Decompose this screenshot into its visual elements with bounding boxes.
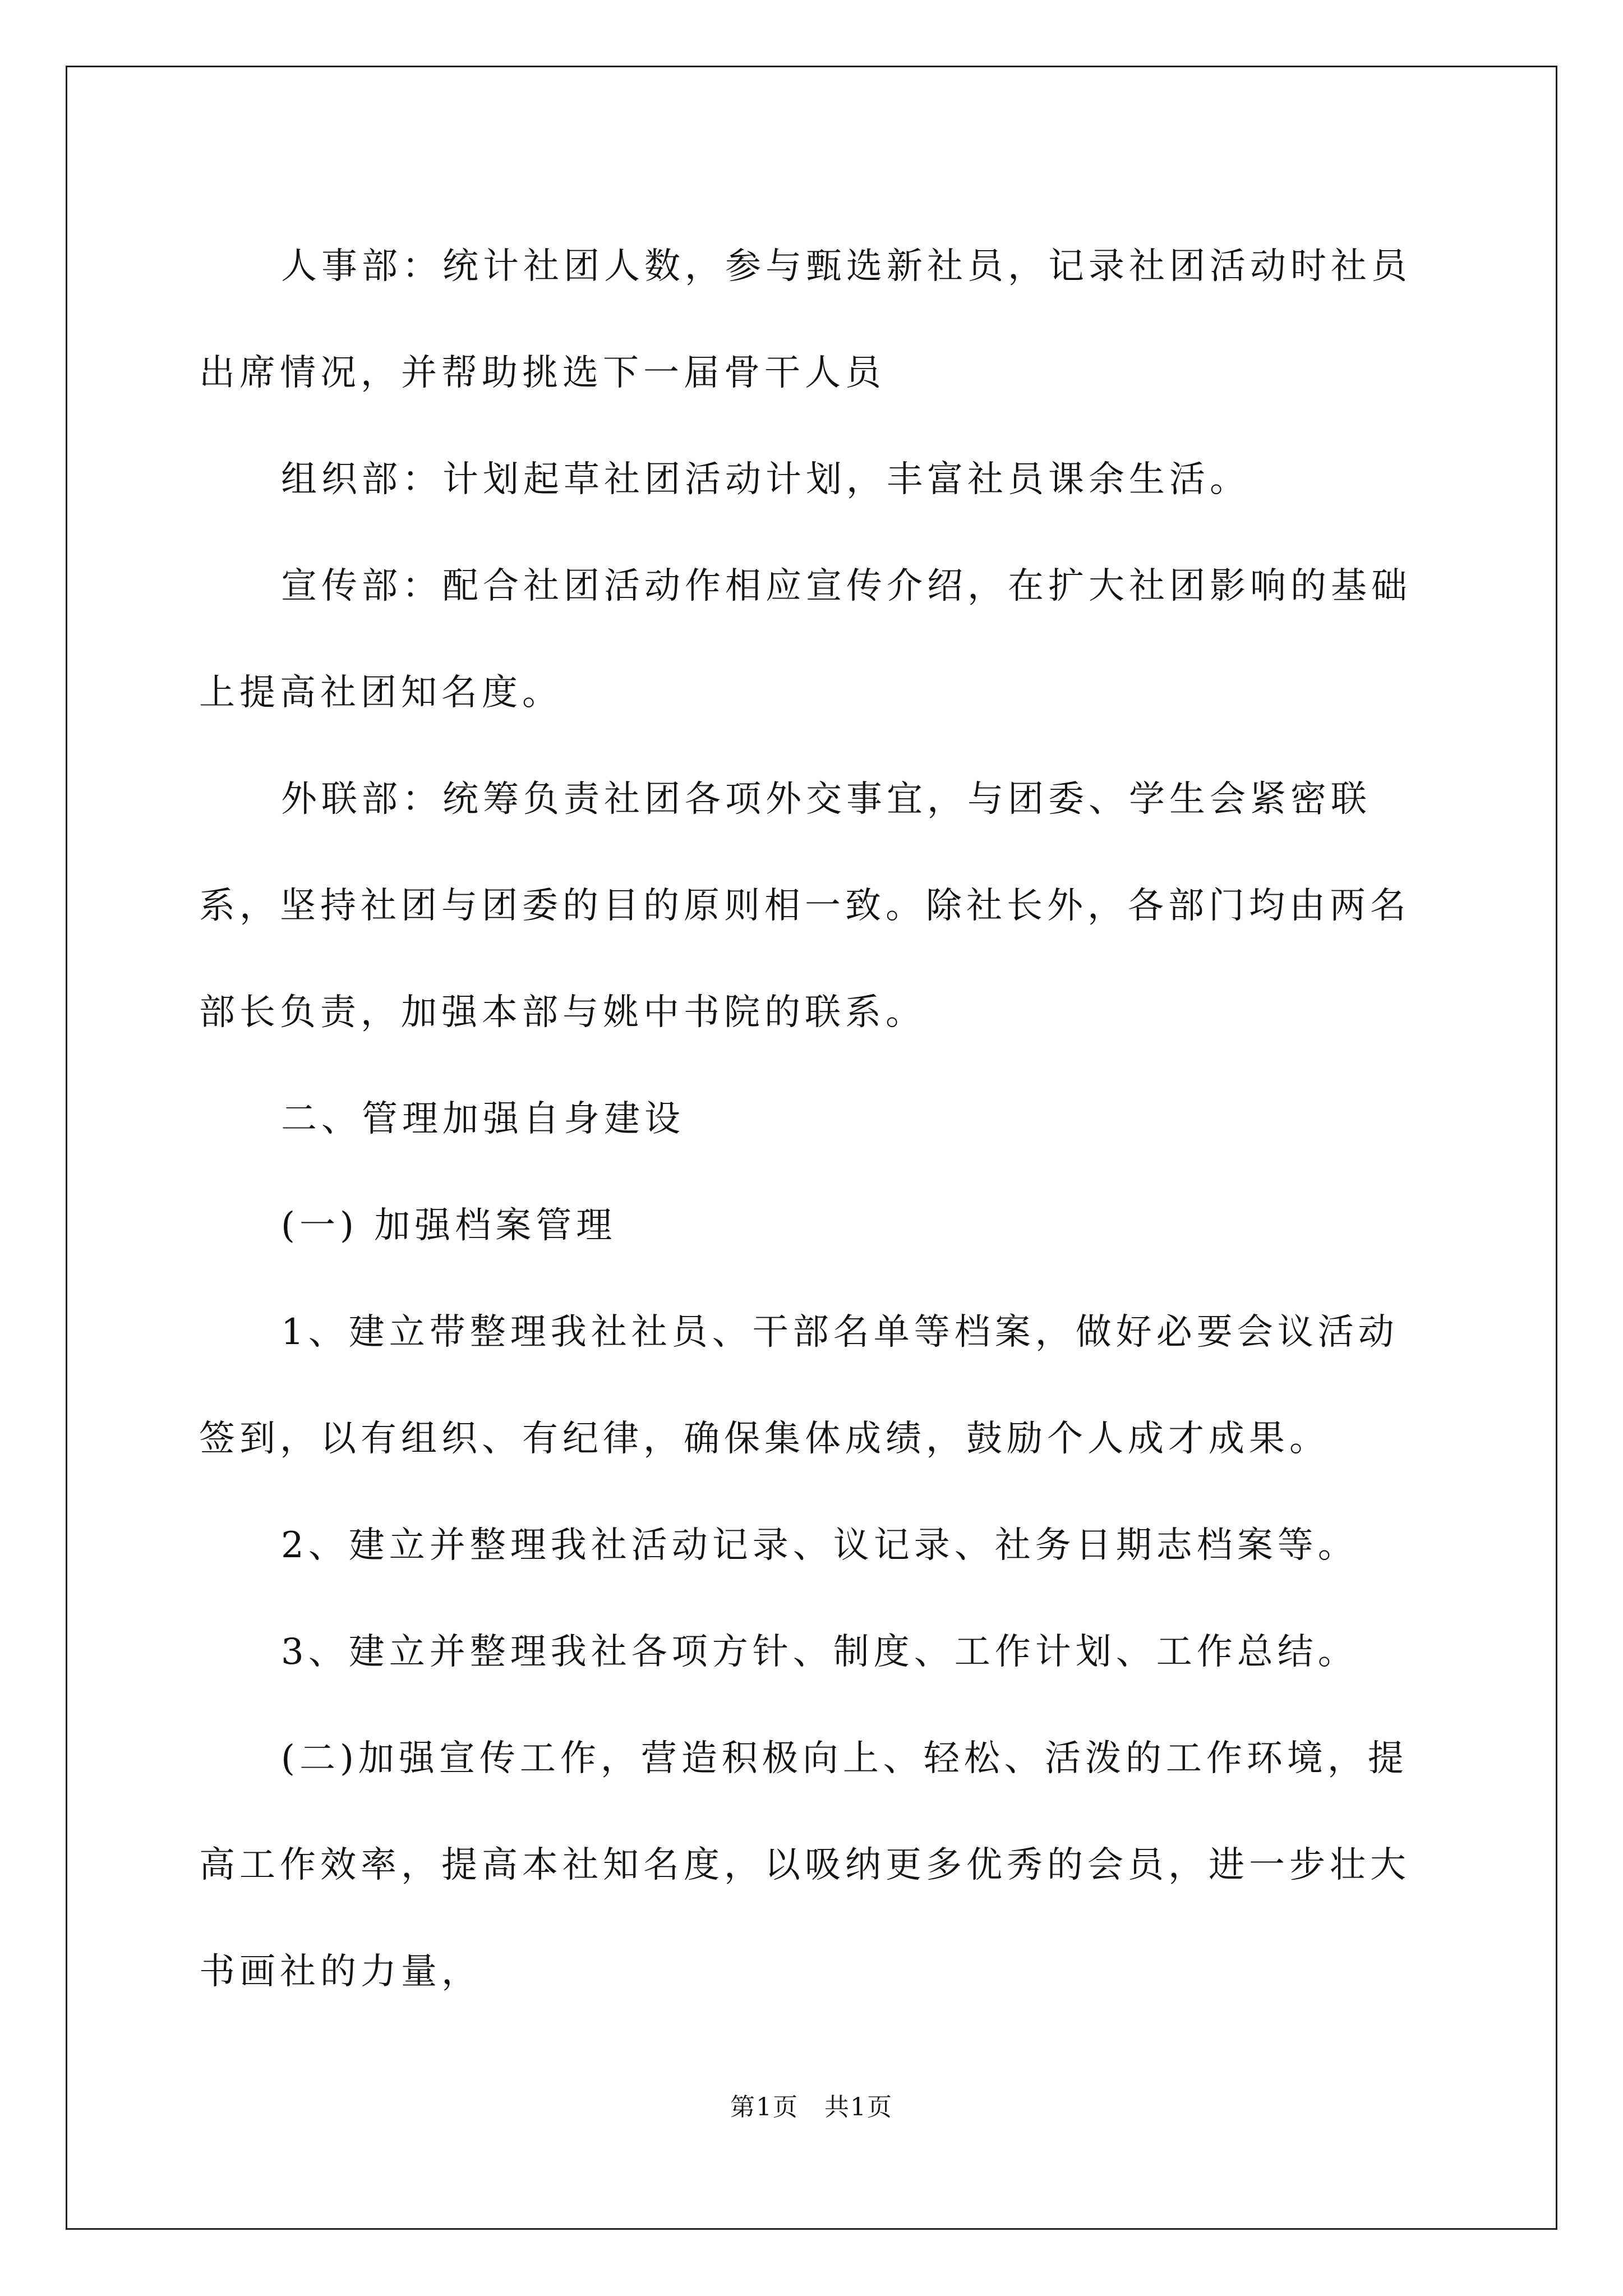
document-body [199, 213, 1438, 2025]
page-number: 第1页 [730, 2093, 799, 2122]
paragraph-publicity-work: (二)加强宣传工作，营造积极向上、轻松、活泼的工作环境，提高工作效率，提高本社知名度，以吸纳更多优秀的会员，进一步壮大书画社的力量， [199, 1738, 1410, 1993]
list-item-3: 3、建立并整理我社各项方针、制度、工作计划、工作总结。 [281, 1631, 1358, 1673]
subsection-heading-archives: (一) 加强档案管理 [281, 1205, 617, 1246]
page-total: 共1页 [824, 2093, 893, 2122]
paragraph-organization-department: 组织部：计划起草社团活动计划，丰富社员课余生活。 [281, 459, 1250, 500]
page-footer [0, 2087, 1623, 2123]
paragraph-publicity-department: 宣传部：配合社团活动作相应宣传介绍，在扩大社团影响的基础上提高社团知名度。 [199, 565, 1412, 714]
paragraph-external-relations-department: 外联部：统筹负责社团各项外交事宜，与团委、学生会紧密联系，坚持社团与团委的目的原则相一致。除社长外，各部门均由两名部长负责，加强本部与姚中书院的联系。 [199, 779, 1410, 1033]
list-item-2: 2、建立并整理我社活动记录、议记录、社务日期志档案等。 [281, 1525, 1358, 1566]
paragraph-hr-department: 人事部：统计社团人数，参与甄选新社员，记录社团活动时社员出席情况，并帮助挑选下一届骨干人员 [199, 246, 1412, 394]
section-heading-management: 二、管理加强自身建设 [281, 1098, 685, 1140]
list-item-1: 1、建立带整理我社社员、干部名单等档案，做好必要会议活动签到，以有组织、有纪律，确保集体成绩，鼓励个人成才成果。 [199, 1312, 1399, 1460]
